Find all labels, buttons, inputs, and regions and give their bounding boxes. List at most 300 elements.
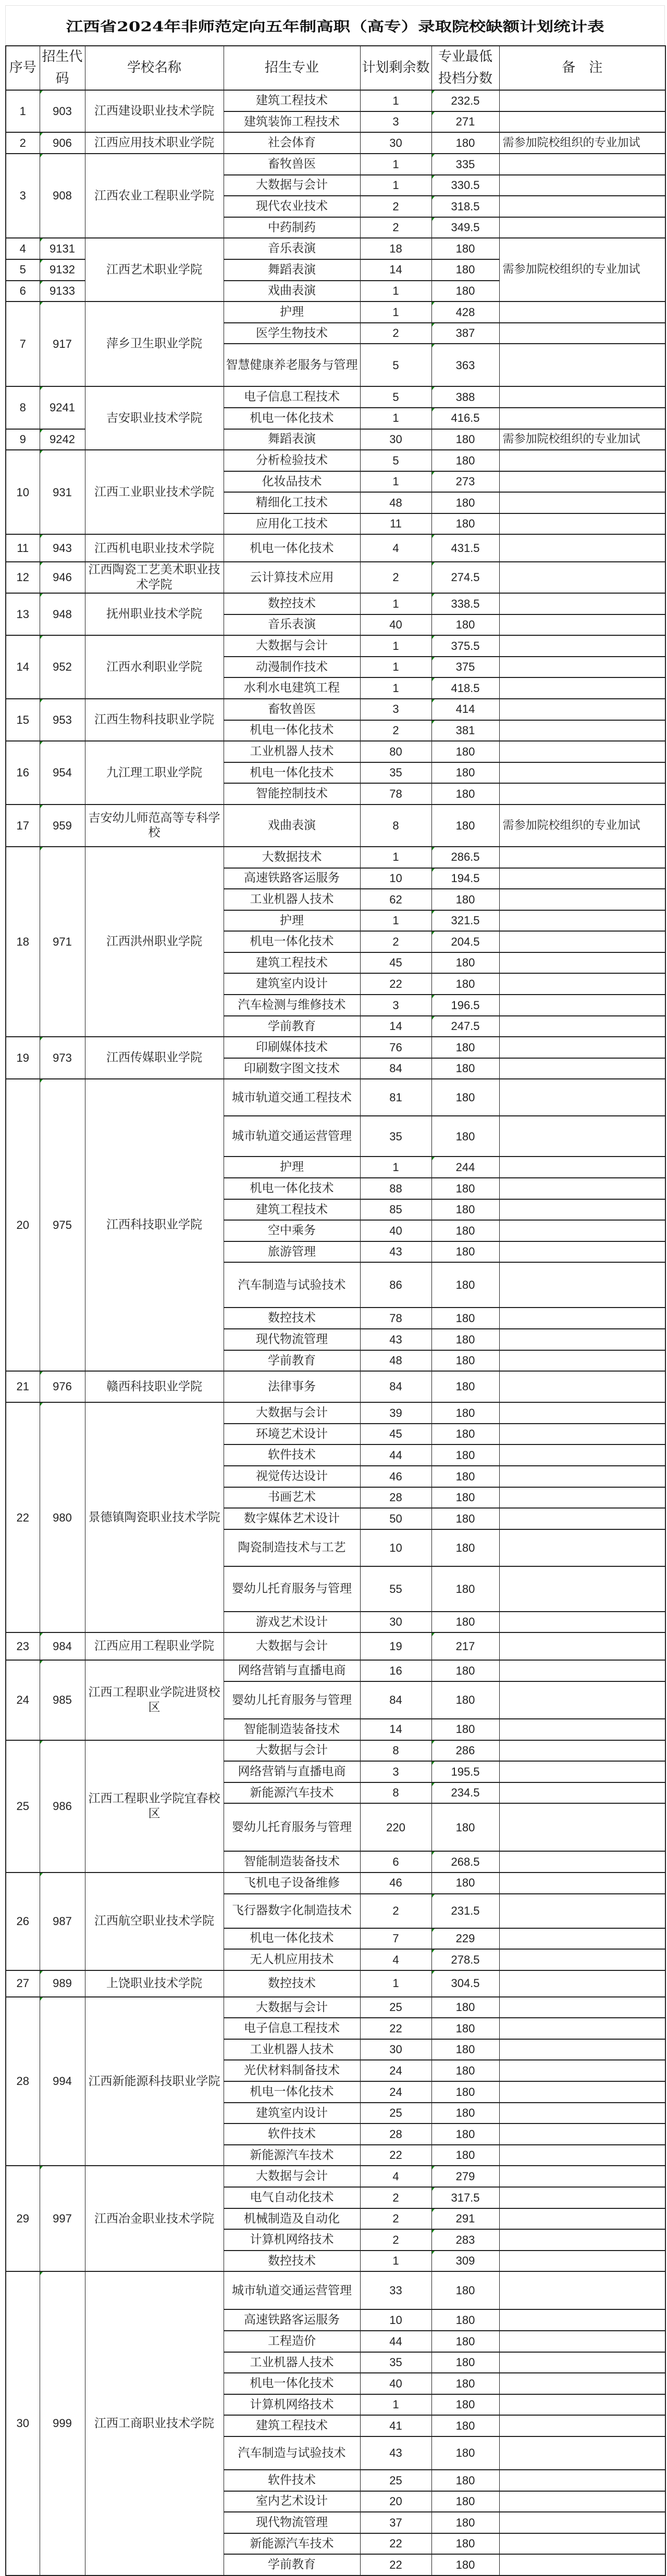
remark	[499, 196, 665, 217]
remaining-quota: 1	[360, 847, 431, 868]
remaining-quota: 30	[360, 429, 431, 450]
remaining-quota: 39	[360, 1402, 431, 1424]
school-name: 赣西科技职业学院	[85, 1371, 224, 1402]
remark	[499, 1529, 665, 1566]
row-number: 12	[6, 562, 40, 593]
remark	[499, 1466, 665, 1487]
enroll-code: 931	[40, 450, 85, 534]
remaining-quota: 8	[360, 1782, 431, 1804]
remaining-quota: 25	[360, 2470, 431, 2491]
table-row	[6, 1873, 665, 1894]
remark	[499, 90, 665, 111]
min-score: 291	[431, 2208, 499, 2230]
major-name: 机电一体化技术	[224, 762, 360, 784]
remark	[499, 1566, 665, 1612]
remark	[499, 741, 665, 762]
major-name: 建筑工程技术	[224, 2415, 360, 2436]
min-score: 180	[431, 1444, 499, 1466]
remaining-quota: 1	[360, 910, 431, 932]
min-score: 244	[431, 1157, 499, 1178]
min-score: 180	[431, 952, 499, 974]
row-number: 16	[6, 741, 40, 805]
min-score: 180	[431, 1529, 499, 1566]
min-score: 180	[431, 513, 499, 535]
remark	[499, 1262, 665, 1308]
remaining-quota: 86	[360, 1262, 431, 1308]
enroll-code: 9131	[40, 238, 85, 259]
major-name: 软件技术	[224, 2123, 360, 2145]
remark	[499, 1761, 665, 1782]
major-name: 软件技术	[224, 2470, 360, 2491]
table-row	[6, 1997, 665, 2018]
enroll-code: 9241	[40, 386, 85, 429]
min-score: 387	[431, 323, 499, 344]
major-name: 城市轨道交通运营管理	[224, 2271, 360, 2309]
remaining-quota: 1	[360, 90, 431, 111]
row-number: 3	[6, 154, 40, 238]
row-number: 14	[6, 635, 40, 699]
remaining-quota: 46	[360, 1873, 431, 1894]
remark	[499, 2491, 665, 2512]
remaining-quota: 2	[360, 323, 431, 344]
major-name: 分析检验技术	[224, 450, 360, 471]
min-score: 180	[431, 1997, 499, 2018]
min-score: 279	[431, 2166, 499, 2187]
remaining-quota: 2	[360, 2208, 431, 2230]
enroll-code: 986	[40, 1740, 85, 1873]
min-score: 180	[431, 805, 499, 847]
major-name: 工业机器人技术	[224, 2352, 360, 2373]
major-name: 印刷数字图文技术	[224, 1058, 360, 1079]
remaining-quota: 2	[360, 2187, 431, 2208]
major-name: 建筑工程技术	[224, 952, 360, 974]
remark	[499, 783, 665, 805]
major-name: 数字媒体艺术设计	[224, 1508, 360, 1529]
major-name: 动漫制作技术	[224, 657, 360, 678]
remaining-quota: 28	[360, 1487, 431, 1509]
min-score: 180	[431, 1058, 499, 1079]
header-code: 招生代码	[40, 46, 85, 90]
major-name: 智慧健康养老服务与管理	[224, 344, 360, 386]
enroll-code: 906	[40, 132, 85, 154]
remark	[499, 2394, 665, 2416]
major-name: 婴幼儿托育服务与管理	[224, 1803, 360, 1851]
major-name: 飞机电子设备维修	[224, 1873, 360, 1894]
remaining-quota: 88	[360, 1178, 431, 1199]
remark	[499, 492, 665, 513]
remaining-quota: 30	[360, 132, 431, 154]
school-name: 萍乡卫生职业学院	[85, 301, 224, 386]
row-number: 7	[6, 301, 40, 386]
major-name: 光伏材料制备技术	[224, 2060, 360, 2081]
remaining-quota: 3	[360, 1761, 431, 1782]
remark	[499, 973, 665, 995]
school-name: 景德镇陶瓷职业技术学院	[85, 1402, 224, 1632]
remaining-quota: 2	[360, 196, 431, 217]
major-name: 环境艺术设计	[224, 1424, 360, 1445]
remark	[499, 2018, 665, 2039]
header-score: 专业最低投档分数	[431, 46, 499, 90]
remaining-quota: 2	[360, 931, 431, 952]
remark	[499, 562, 665, 593]
row-number: 1	[6, 90, 40, 132]
remark	[499, 2554, 665, 2575]
remaining-quota: 1	[360, 593, 431, 614]
remaining-quota: 33	[360, 2271, 431, 2309]
remaining-quota: 45	[360, 952, 431, 974]
table-row	[6, 699, 665, 720]
remark	[499, 910, 665, 932]
remark	[499, 111, 665, 133]
enroll-code: 952	[40, 635, 85, 699]
row-number: 21	[6, 1371, 40, 1402]
row-number: 27	[6, 1970, 40, 1997]
remaining-quota: 48	[360, 492, 431, 513]
remaining-quota: 10	[360, 2309, 431, 2331]
remaining-quota: 85	[360, 1199, 431, 1221]
remaining-quota: 1	[360, 2394, 431, 2416]
enroll-code: 975	[40, 1079, 85, 1371]
min-score: 428	[431, 301, 499, 323]
min-score: 304.5	[431, 1970, 499, 1997]
major-name: 音乐表演	[224, 614, 360, 636]
major-name: 新能源汽车技术	[224, 2533, 360, 2555]
school-name: 江西新能源科技职业学院	[85, 1997, 224, 2166]
major-name: 软件技术	[224, 1444, 360, 1466]
table-row	[6, 1632, 665, 1660]
remark	[499, 1444, 665, 1466]
remaining-quota: 1	[360, 471, 431, 493]
remaining-quota: 45	[360, 1424, 431, 1445]
table-row	[6, 1402, 665, 1424]
min-score: 330.5	[431, 175, 499, 196]
min-score: 268.5	[431, 1851, 499, 1873]
min-score: 180	[431, 741, 499, 762]
row-number: 6	[6, 281, 40, 302]
row-number: 5	[6, 259, 40, 281]
major-name: 工业机器人技术	[224, 741, 360, 762]
enroll-code: 987	[40, 1873, 85, 1970]
remark	[499, 952, 665, 974]
major-name: 戏曲表演	[224, 281, 360, 302]
school-name: 抚州职业技术学院	[85, 593, 224, 635]
remark	[499, 762, 665, 784]
major-name: 旅游管理	[224, 1241, 360, 1263]
table-row	[6, 562, 665, 593]
school-name: 吉安幼儿师范高等专科学校	[85, 805, 224, 847]
remaining-quota: 1	[360, 635, 431, 657]
remark	[499, 1424, 665, 1445]
remaining-quota: 22	[360, 2554, 431, 2575]
min-score: 180	[431, 2271, 499, 2309]
min-score: 180	[431, 1803, 499, 1851]
min-score: 180	[431, 783, 499, 805]
remark	[499, 1632, 665, 1660]
enroll-code: 943	[40, 534, 85, 562]
major-name: 现代物流管理	[224, 2512, 360, 2533]
major-name: 汽车制造与试验技术	[224, 2436, 360, 2470]
min-score: 273	[431, 471, 499, 493]
major-name: 学前教育	[224, 2554, 360, 2575]
remaining-quota: 40	[360, 1220, 431, 1241]
row-number: 19	[6, 1037, 40, 1079]
remaining-quota: 19	[360, 1632, 431, 1660]
header-row	[6, 46, 665, 90]
table-row	[6, 2271, 665, 2309]
major-name: 新能源汽车技术	[224, 2145, 360, 2166]
remark	[499, 301, 665, 323]
remaining-quota: 37	[360, 2512, 431, 2533]
major-name: 计算机网络技术	[224, 2394, 360, 2416]
major-name: 汽车制造与试验技术	[224, 1262, 360, 1308]
remark	[499, 847, 665, 868]
min-score: 363	[431, 344, 499, 386]
min-score: 180	[431, 1220, 499, 1241]
remaining-quota: 4	[360, 2166, 431, 2187]
school-name: 江西机电职业技术学院	[85, 534, 224, 562]
enroll-code: 984	[40, 1632, 85, 1660]
remaining-quota: 24	[360, 2060, 431, 2081]
major-name: 机电一体化技术	[224, 720, 360, 742]
min-score: 195.5	[431, 1761, 499, 1782]
school-name: 江西传媒职业学院	[85, 1037, 224, 1079]
enroll-code: 994	[40, 1997, 85, 2166]
enroll-code: 9133	[40, 281, 85, 302]
remaining-quota: 8	[360, 805, 431, 847]
min-score: 180	[431, 614, 499, 636]
min-score: 180	[431, 1308, 499, 1329]
row-number: 18	[6, 847, 40, 1037]
remaining-quota: 1	[360, 1157, 431, 1178]
major-name: 数控技术	[224, 593, 360, 614]
remaining-quota: 2	[360, 562, 431, 593]
major-name: 印刷媒体技术	[224, 1037, 360, 1058]
remaining-quota: 22	[360, 2533, 431, 2555]
school-name: 江西应用技术职业学院	[85, 132, 224, 154]
enroll-code: 954	[40, 741, 85, 805]
min-score: 180	[431, 2394, 499, 2416]
remark	[499, 1079, 665, 1116]
table-row	[6, 90, 665, 111]
min-score: 180	[431, 450, 499, 471]
min-score: 194.5	[431, 868, 499, 889]
min-score: 180	[431, 1402, 499, 1424]
min-score: 204.5	[431, 931, 499, 952]
min-score: 180	[431, 281, 499, 302]
remaining-quota: 25	[360, 1997, 431, 2018]
min-score: 431.5	[431, 534, 499, 562]
remaining-quota: 44	[360, 2331, 431, 2352]
remark	[499, 217, 665, 238]
min-score: 180	[431, 1262, 499, 1308]
remaining-quota: 35	[360, 2352, 431, 2373]
min-score: 180	[431, 762, 499, 784]
min-score: 180	[431, 2470, 499, 2491]
remaining-quota: 4	[360, 534, 431, 562]
remark	[499, 1178, 665, 1199]
enroll-code: 908	[40, 154, 85, 238]
major-name: 畜牧兽医	[224, 154, 360, 175]
remaining-quota: 3	[360, 699, 431, 720]
major-name: 城市轨道交通工程技术	[224, 1079, 360, 1116]
table-row	[6, 386, 665, 408]
min-score: 180	[431, 1681, 499, 1719]
remark	[499, 1016, 665, 1037]
remark	[499, 1350, 665, 1372]
major-name: 高速铁路客运服务	[224, 868, 360, 889]
remaining-quota: 40	[360, 614, 431, 636]
min-score: 180	[431, 2415, 499, 2436]
min-score: 180	[431, 2081, 499, 2103]
remaining-quota: 1	[360, 154, 431, 175]
remaining-quota: 55	[360, 1566, 431, 1612]
remark	[499, 593, 665, 614]
table-row	[6, 805, 665, 847]
school-name: 上饶职业技术学院	[85, 1970, 224, 1997]
remark	[499, 1058, 665, 1079]
remark: 需参加院校组织的专业加试	[499, 238, 665, 301]
major-name: 室内艺术设计	[224, 2491, 360, 2512]
remark	[499, 1719, 665, 1740]
remaining-quota: 41	[360, 2415, 431, 2436]
remaining-quota: 8	[360, 1740, 431, 1762]
remaining-quota: 78	[360, 783, 431, 805]
enroll-code: 985	[40, 1660, 85, 1740]
major-name: 城市轨道交通运营管理	[224, 1116, 360, 1157]
remaining-quota: 84	[360, 1058, 431, 1079]
remaining-quota: 1	[360, 1970, 431, 1997]
major-name: 中药制药	[224, 217, 360, 238]
min-score: 271	[431, 111, 499, 133]
remaining-quota: 40	[360, 2373, 431, 2394]
remark	[499, 2271, 665, 2309]
school-name: 江西工商职业技术学院	[85, 2271, 224, 2575]
remaining-quota: 5	[360, 386, 431, 408]
major-name: 大数据与会计	[224, 1997, 360, 2018]
major-name: 建筑工程技术	[224, 90, 360, 111]
remaining-quota: 44	[360, 1444, 431, 1466]
min-score: 180	[431, 429, 499, 450]
enroll-code: 9242	[40, 429, 85, 450]
remaining-quota: 18	[360, 238, 431, 259]
table-row	[6, 1740, 665, 1762]
enroll-code: 917	[40, 301, 85, 386]
remaining-quota: 14	[360, 1719, 431, 1740]
row-number: 4	[6, 238, 40, 259]
major-name: 书画艺术	[224, 1487, 360, 1509]
min-score: 180	[431, 973, 499, 995]
major-name: 电子信息工程技术	[224, 386, 360, 408]
remaining-quota: 35	[360, 1116, 431, 1157]
remaining-quota: 5	[360, 450, 431, 471]
major-name: 婴幼儿托育服务与管理	[224, 1566, 360, 1612]
row-number: 15	[6, 699, 40, 741]
min-score: 286.5	[431, 847, 499, 868]
enroll-code: 959	[40, 805, 85, 847]
enroll-code: 989	[40, 1970, 85, 1997]
major-name: 机电一体化技术	[224, 931, 360, 952]
major-name: 大数据与会计	[224, 1740, 360, 1762]
min-score: 317.5	[431, 2187, 499, 2208]
major-name: 网络营销与直播电商	[224, 1660, 360, 1681]
major-name: 陶瓷制造技术与工艺	[224, 1529, 360, 1566]
min-score: 286	[431, 1740, 499, 1762]
major-name: 高速铁路客运服务	[224, 2309, 360, 2331]
remark	[499, 1329, 665, 1350]
remark	[499, 1371, 665, 1402]
enroll-code: 973	[40, 1037, 85, 1079]
min-score: 180	[431, 2533, 499, 2555]
header-note: 备 注	[499, 46, 665, 90]
remark	[499, 889, 665, 910]
major-name: 电子信息工程技术	[224, 2018, 360, 2039]
remark	[499, 450, 665, 471]
table-row	[6, 154, 665, 175]
remark	[499, 1402, 665, 1424]
min-score: 388	[431, 386, 499, 408]
remaining-quota: 30	[360, 1612, 431, 1633]
remaining-quota: 35	[360, 762, 431, 784]
row-number: 22	[6, 1402, 40, 1632]
title-area	[5, 5, 665, 45]
major-name: 机械制造及自动化	[224, 2208, 360, 2230]
remark	[499, 1612, 665, 1633]
major-name: 数控技术	[224, 1970, 360, 1997]
enroll-code: 997	[40, 2166, 85, 2271]
header-no: 序号	[6, 46, 40, 90]
major-name: 法律事务	[224, 1371, 360, 1402]
min-score: 180	[431, 2103, 499, 2124]
vacancy-table	[5, 45, 666, 2576]
major-name: 新能源汽车技术	[224, 1782, 360, 1804]
major-name: 精细化工技术	[224, 492, 360, 513]
major-name: 化妆品技术	[224, 471, 360, 493]
min-score: 180	[431, 2512, 499, 2533]
enroll-code: 903	[40, 90, 85, 132]
remark	[499, 868, 665, 889]
remaining-quota: 2	[360, 1894, 431, 1928]
remaining-quota: 1	[360, 301, 431, 323]
major-name: 汽车检测与维修技术	[224, 995, 360, 1016]
table-row	[6, 741, 665, 762]
min-score: 180	[431, 889, 499, 910]
remark	[499, 1873, 665, 1894]
remark	[499, 995, 665, 1016]
remaining-quota: 10	[360, 1529, 431, 1566]
remark	[499, 1970, 665, 1997]
major-name: 舞蹈表演	[224, 259, 360, 281]
remark	[499, 1241, 665, 1263]
min-score: 180	[431, 1466, 499, 1487]
remark	[499, 2533, 665, 2555]
remaining-quota: 84	[360, 1681, 431, 1719]
major-name: 机电一体化技术	[224, 1928, 360, 1950]
row-number: 23	[6, 1632, 40, 1660]
min-score: 418.5	[431, 677, 499, 699]
major-name: 机电一体化技术	[224, 1178, 360, 1199]
school-name: 江西陶瓷工艺美术职业技术学院	[85, 562, 224, 593]
remark	[499, 2373, 665, 2394]
major-name: 婴幼儿托育服务与管理	[224, 1681, 360, 1719]
major-name: 社会体育	[224, 132, 360, 154]
remaining-quota: 4	[360, 1949, 431, 1970]
min-score: 180	[431, 2436, 499, 2470]
page-title: 江西省2024年非师范定向五年制高职（高专）录取院校缺额计划统计表	[66, 19, 604, 35]
remaining-quota: 6	[360, 1851, 431, 1873]
major-name: 护理	[224, 910, 360, 932]
major-name: 护理	[224, 1157, 360, 1178]
table-row	[6, 2166, 665, 2187]
